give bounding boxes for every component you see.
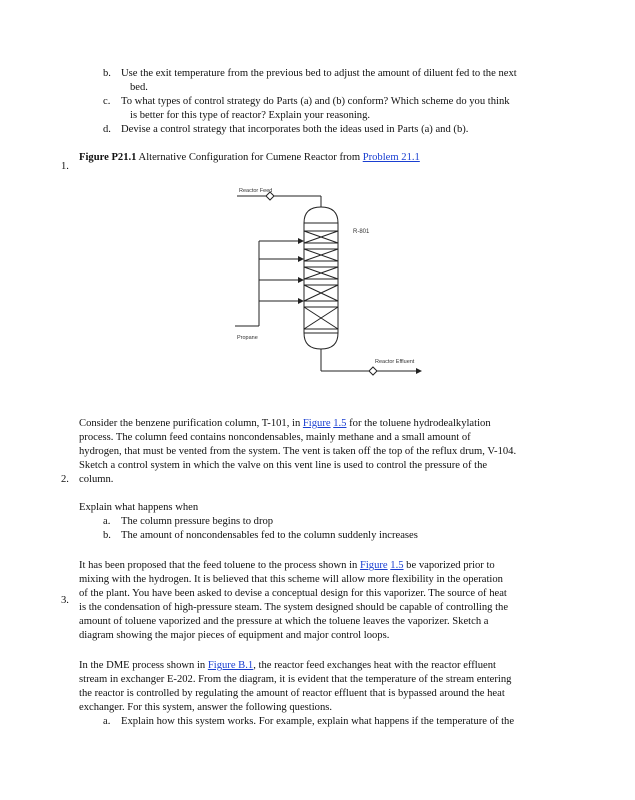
question-3-text: [79, 559, 579, 643]
reactor-feed-label: Reactor Feed: [239, 188, 273, 194]
reactor-vessel: [304, 207, 338, 349]
effluent-label: Reactor Effluent: [375, 359, 415, 365]
list-text: To what types of control strategy do Parts (a) and (b) conform? Which scheme do you think: [121, 96, 510, 107]
q4-text: In the DME process shown in: [79, 660, 208, 671]
question-number-3: 3.: [61, 595, 69, 606]
question-number-2: 2.: [61, 474, 69, 485]
list-text-cont: is better for this type of reactor? Explain your reasoning.: [130, 110, 371, 121]
figure-caption: [79, 151, 579, 165]
q2-text: Sketch a control system in which the valve on this vent line is used to control the pressure of the: [79, 460, 488, 471]
q2-text: column.: [79, 474, 114, 485]
propane-label: Propane: [237, 335, 258, 341]
list-text-cont: bed.: [130, 82, 148, 93]
list-text: The column pressure begins to drop: [121, 516, 274, 527]
question-2-text: [79, 417, 579, 487]
list-item-b: [103, 529, 583, 543]
explain-label: Explain what happens when: [79, 502, 199, 513]
figure-number-link[interactable]: 1.5: [390, 560, 404, 571]
list-item-c: [103, 95, 583, 123]
q2-text: hydrogen, that must be vented from the system. The vent is taken off the top of the reflux drum, V-104.: [79, 446, 517, 457]
question-number-1: 1.: [61, 161, 69, 172]
list-text: Explain how this system works. For example, explain what happens if the temperature of the: [121, 716, 515, 727]
list-label: b.: [103, 530, 111, 541]
list-label: b.: [103, 68, 111, 79]
q3-text: be vaporized prior to: [403, 560, 495, 571]
q3-text: It has been proposed that the feed toluene to the process shown in: [79, 560, 360, 571]
q3-text: amount of toluene vaporized and the pressure at which the toluene leaves the vaporizer. Sketch a: [79, 616, 489, 627]
q3-text: of the plant. You have been asked to devise a conceptual design for this vaporizer. The source of heat: [79, 588, 507, 599]
list-item-b: [103, 67, 583, 95]
question-4-text: [79, 659, 579, 715]
q4-text: the reactor is controlled by regulating the amount of reactor effluent that is bypassed around the heat: [79, 688, 505, 699]
list-label: d.: [103, 124, 111, 135]
q4-text: stream in exchanger E-202. From the diagram, it is evident that the temperature of the stream entering: [79, 674, 512, 685]
q2-text: Consider the benzene purification column, T-101, in: [79, 418, 303, 429]
list-label: c.: [103, 96, 111, 107]
reactor-diagram: [225, 183, 430, 383]
figure-caption-text: Alternative Configuration for Cumene Reactor from: [136, 152, 363, 163]
list-text: Devise a control strategy that incorporates both the ideas used in Parts (a) and (b).: [121, 124, 469, 135]
q4-text: exchanger. For this system, answer the following questions.: [79, 702, 333, 713]
figure-b1-link[interactable]: Figure B.1: [207, 660, 254, 671]
q3-text: is the condensation of high-pressure steam. The system designed should be capable of controlling the: [79, 602, 509, 613]
q2-text: for the toluene hydrodealkylation: [346, 418, 491, 429]
effluent-valve-icon: [369, 367, 377, 375]
list-label: a.: [103, 516, 111, 527]
q3-text: mixing with the hydrogen. It is believed that this scheme will allow more flexibility in the operation: [79, 574, 503, 585]
vessel-label: R-801: [353, 229, 370, 235]
list-item-a: [103, 515, 583, 529]
q3-text: diagram showing the major pieces of equipment and major control loops.: [79, 630, 390, 641]
list-text: The amount of noncondensables fed to the column suddenly increases: [121, 530, 418, 541]
q4-text: , the reactor feed exchanges heat with the reactor effluent: [253, 660, 496, 671]
problem-link[interactable]: Problem 21.1: [362, 152, 420, 163]
list-label: a.: [103, 716, 111, 727]
figure-number-link[interactable]: 1.5: [333, 418, 347, 429]
list-item-d: [103, 123, 583, 137]
figure-link[interactable]: Figure: [302, 418, 331, 429]
list-text: Use the exit temperature from the previous bed to adjust the amount of diluent fed to the next: [121, 68, 517, 79]
figure-link[interactable]: Figure: [359, 560, 388, 571]
list-item-a: [103, 715, 583, 729]
figure-label: Figure P21.1: [79, 152, 137, 163]
q2-text: process. The column feed contains noncondensables, mainly methane and a small amount of: [79, 432, 471, 443]
